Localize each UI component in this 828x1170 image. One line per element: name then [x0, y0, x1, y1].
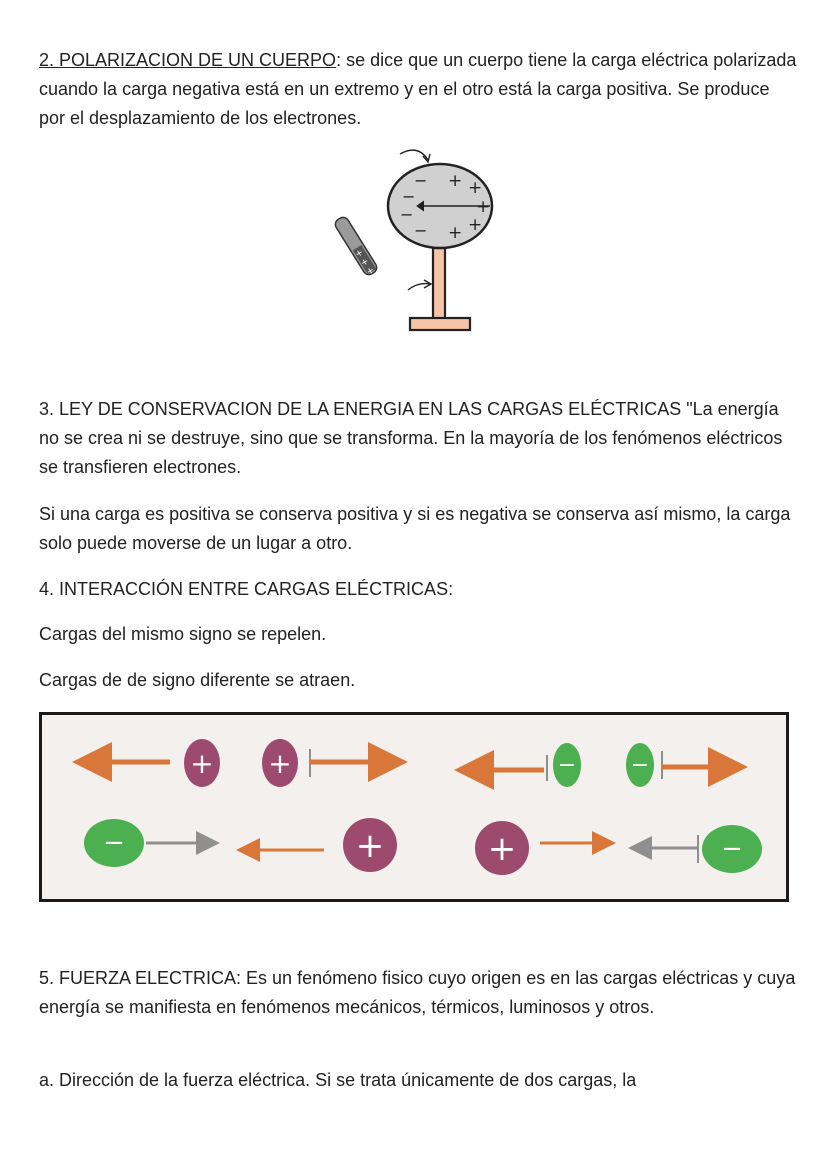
section-2-text: : se dice que un cuerpo tiene la carga eléctrica polarizada cuando la carga negativa está en un extremo y en el otro está la carga positiva. Se produce por el desplazamiento de los electrones.	[39, 50, 797, 128]
svg-text:+: +	[487, 829, 517, 869]
same-sign-rule: Cargas del mismo signo se repelen.	[39, 624, 327, 644]
section-5-paragraph: 5. FUERZA ELECTRICA: Es un fenómeno fisico cuyo origen es en las cargas eléctricas y cuya energía se manifiesta en fenómenos mecánicos, térmicos, luminosos y otros.	[39, 968, 796, 1017]
charged-rod	[333, 215, 379, 277]
stand-pole	[433, 248, 445, 320]
positive-sign: +	[448, 223, 463, 243]
negative-sign: −	[414, 221, 428, 240]
negative-sign: −	[402, 187, 416, 206]
section-4-heading: 4. INTERACCIÓN ENTRE CARGAS ELÉCTRICAS:	[39, 579, 454, 599]
positive-sign: +	[476, 197, 491, 217]
rod-charge-signs: + + +	[352, 247, 376, 278]
section-2-paragraph	[39, 46, 799, 133]
svg-text:−: −	[557, 753, 577, 778]
section-3-paragraph: 3. LEY DE CONSERVACION DE LA ENERGIA EN LAS CARGAS ELÉCTRICAS "La energía no se crea ni se destruye, sino que se transforma. En la mayoría de los fenómenos eléctricos se transfieren electrones.	[39, 399, 783, 477]
polarization-illustration	[320, 138, 520, 338]
svg-text:+: +	[268, 747, 292, 780]
charge-interaction-illustration	[39, 712, 789, 902]
positive-sign: +	[468, 215, 483, 235]
positive-sign: +	[468, 178, 483, 198]
different-sign-rule: Cargas de de signo diferente se atraen.	[39, 670, 356, 690]
positive-sign: +	[448, 171, 463, 191]
section-3-paragraph-2: Si una carga es positiva se conserva positiva y si es negativa se conserva así mismo, la carga solo puede moverse de un lugar a otro.	[39, 504, 791, 553]
section-2-heading: 2. POLARIZACION DE UN CUERPO	[39, 50, 337, 70]
svg-text:−: −	[630, 753, 650, 778]
negative-sign: −	[414, 171, 428, 190]
svg-text:−: −	[103, 828, 125, 858]
svg-text:+: +	[190, 747, 214, 780]
section-5a-paragraph: a. Dirección de la fuerza eléctrica. Si se trata únicamente de dos cargas, la	[39, 1070, 637, 1090]
charge-interaction-drawing	[42, 715, 786, 899]
curved-arrow-top	[400, 150, 428, 160]
negative-sign: −	[400, 205, 414, 224]
svg-text:−: −	[721, 834, 743, 864]
svg-text:+: +	[355, 826, 385, 866]
stand-base	[410, 318, 470, 330]
